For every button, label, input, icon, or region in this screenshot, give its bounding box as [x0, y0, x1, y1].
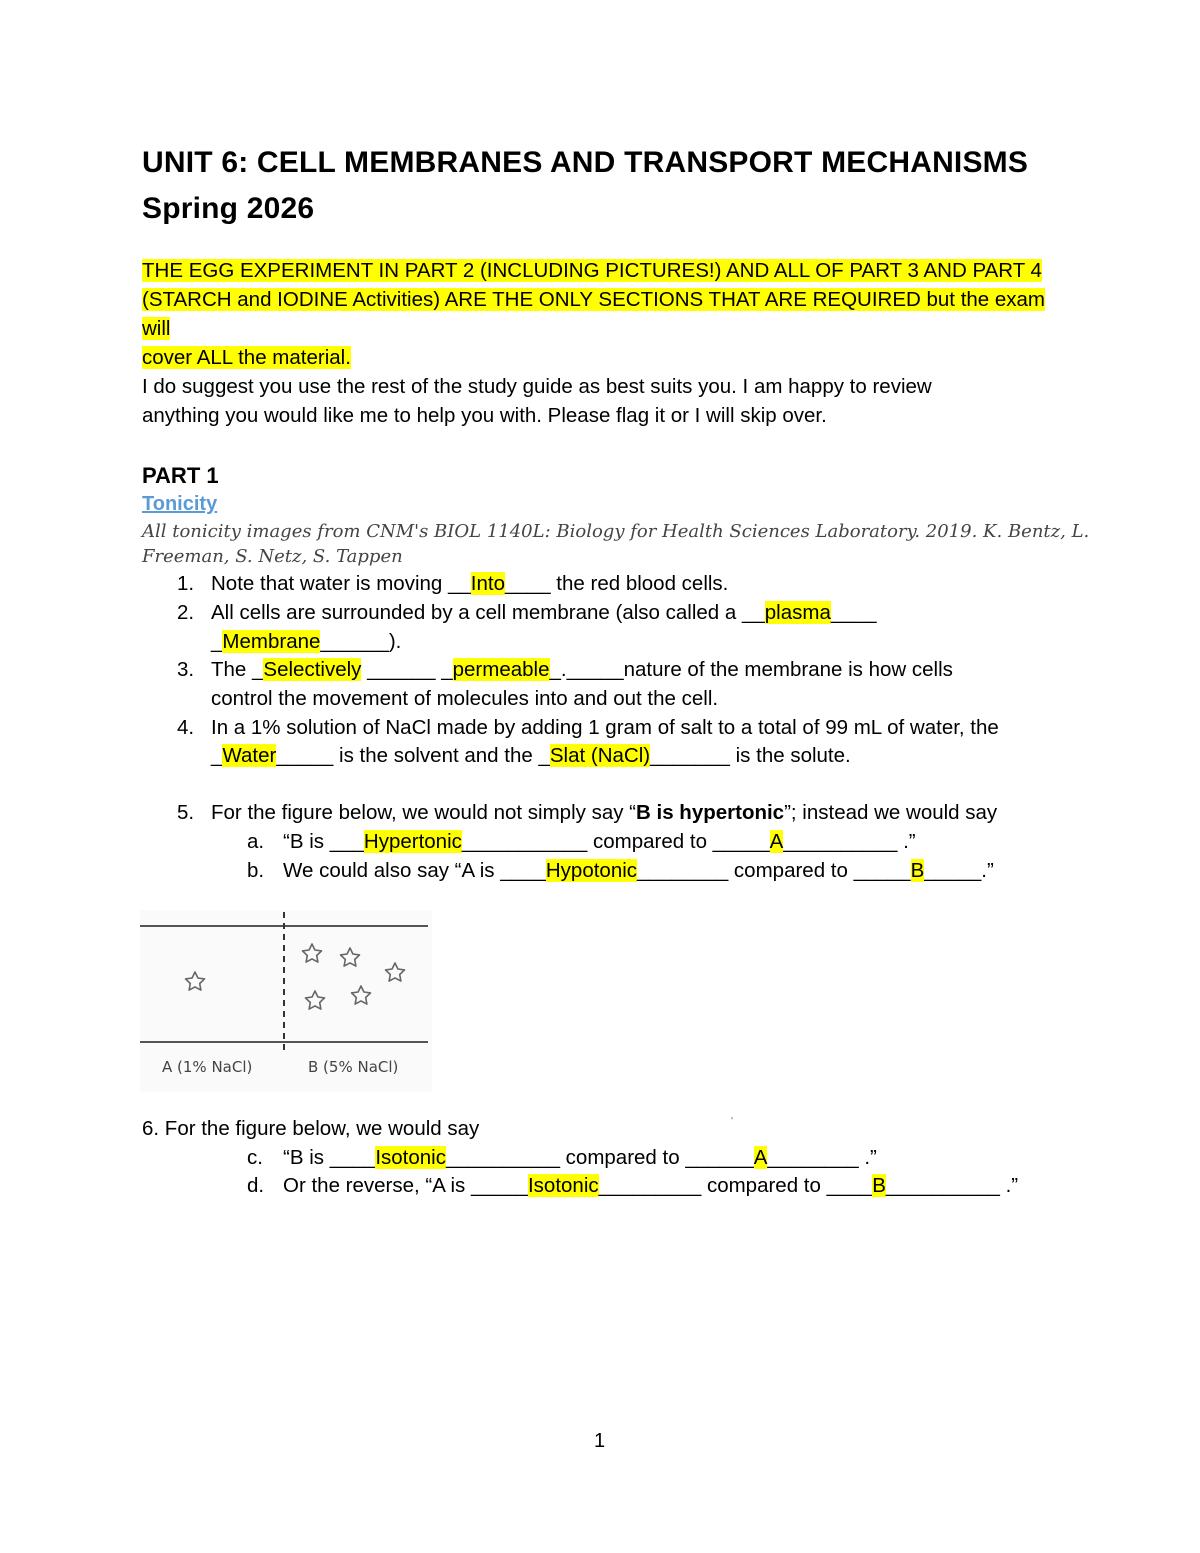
- q1-answer: Into: [470, 572, 505, 595]
- question-3: [211, 658, 953, 682]
- question-5-number: 5.: [177, 801, 195, 824]
- q5a-text-post: __________ .”: [783, 830, 916, 853]
- citation-line-2: Freeman, S. Netz, S. Tappen: [142, 546, 403, 567]
- q6c-answer-1: Isotonic: [375, 1146, 446, 1169]
- tonicity-figure: [140, 910, 432, 1092]
- q6d-answer-2: B: [872, 1174, 886, 1197]
- q6d-text-mid: _________ compared to ____: [598, 1174, 873, 1197]
- q2-text-post: ____: [830, 601, 877, 624]
- q4-text-mid: _____ is the solvent and the _: [276, 744, 550, 767]
- q5b-answer-2: B: [910, 859, 925, 882]
- stray-mark: ': [731, 1116, 733, 1127]
- intro-line-2: anything you would like me to help you with. Please flag it or I will skip over.: [142, 404, 827, 427]
- question-6c: [283, 1146, 877, 1170]
- question-6: 6. For the figure below, we would say: [142, 1117, 480, 1140]
- q5b-text-post: _____.”: [924, 859, 994, 882]
- document-title: UNIT 6: CELL MEMBRANES AND TRANSPORT MECHANISMS: [142, 146, 1029, 179]
- page-number: 1: [594, 1430, 606, 1452]
- q6c-text-mid: __________ compared to ______: [445, 1146, 754, 1169]
- citation-line-1: All tonicity images from CNM's BIOL 1140L: Biology for Health Sciences Laboratory. 2019. K. Bentz, L.: [142, 521, 1090, 542]
- question-6c-label: c.: [247, 1146, 263, 1169]
- part1-heading: PART 1: [142, 463, 219, 488]
- q5a-text-mid: ___________ compared to _____: [461, 830, 770, 853]
- q6c-text-post: ________ .”: [767, 1146, 877, 1169]
- question-1-number: 1.: [177, 572, 195, 595]
- q5-text-pre: For the figure below, we would not simply say “: [211, 801, 636, 824]
- q5b-text-mid: ________ compared to _____: [637, 859, 911, 882]
- tonicity-subheading: Tonicity: [142, 493, 218, 515]
- q1-text-pre: Note that water is moving __: [211, 572, 471, 595]
- q3-answer-1: Selectively: [263, 658, 362, 681]
- requirement-line-3: cover ALL the material.: [142, 346, 351, 369]
- q6d-text-post: __________ .”: [885, 1174, 1019, 1197]
- question-2-number: 2.: [177, 601, 195, 624]
- q6c-answer-2: A: [753, 1146, 768, 1169]
- question-3-line-2: control the movement of molecules into and out the cell.: [211, 687, 719, 710]
- q6c-text-pre: “B is ____: [283, 1146, 376, 1169]
- question-4-number: 4.: [177, 716, 195, 739]
- q2-answer: plasma: [764, 601, 831, 624]
- requirement-line-2: (STARCH and IODINE Activities) ARE THE ONLY SECTIONS THAT ARE REQUIRED but the exam will: [142, 288, 1046, 340]
- q5b-text-pre: We could also say “A is ____: [283, 859, 546, 882]
- question-2-line-2: [211, 630, 401, 654]
- q4-answer-1: Water: [222, 744, 277, 767]
- q5a-answer-1: Hypertonic: [363, 830, 462, 853]
- question-5a-label: a.: [247, 830, 265, 853]
- q3-text-mid: ______ _: [361, 658, 453, 681]
- q5a-text-pre: “B is ___: [283, 830, 364, 853]
- question-5b-label: b.: [247, 859, 265, 882]
- q5a-answer-2: A: [769, 830, 784, 853]
- q2-line2-pre: _: [211, 630, 223, 653]
- question-4: In a 1% solution of NaCl made by adding 1 gram of salt to a total of 99 mL of water, the: [211, 716, 999, 739]
- q5b-answer-1: Hypotonic: [545, 859, 638, 882]
- question-6d: [283, 1174, 1018, 1198]
- q4-answer-2: Slat (NaCl): [549, 744, 651, 767]
- q4-text-post: _______ is the solute.: [650, 744, 851, 767]
- question-4-line-2: [211, 744, 851, 768]
- question-5: [211, 801, 997, 825]
- intro-line-1: I do suggest you use the rest of the study guide as best suits you. I am happy to review: [142, 375, 932, 398]
- q1-text-post: ____ the red blood cells.: [505, 572, 729, 595]
- q3-answer-2: permeable: [452, 658, 550, 681]
- q3-text-pre: The _: [211, 658, 264, 681]
- figure-label-a: A (1% NaCl): [162, 1058, 253, 1076]
- q4-text-pre: _: [211, 744, 223, 767]
- q2-answer-2: Membrane: [222, 630, 321, 653]
- intro-paragraph: [142, 372, 1042, 430]
- question-3-number: 3.: [177, 658, 195, 681]
- q6d-answer-1: Isotonic: [527, 1174, 599, 1197]
- q5-bold-phrase: B is hypertonic: [636, 801, 785, 824]
- question-6d-label: d.: [247, 1174, 265, 1197]
- q5-text-post: ”; instead we would say: [784, 801, 998, 824]
- document-subtitle: Spring 2026: [142, 192, 315, 225]
- requirement-note: [142, 256, 1072, 372]
- question-1: [211, 572, 728, 596]
- q6d-text-pre: Or the reverse, “A is _____: [283, 1174, 528, 1197]
- requirement-line-1: THE EGG EXPERIMENT IN PART 2 (INCLUDING PICTURES!) AND ALL OF PART 3 AND PART 4: [142, 259, 1042, 282]
- figure-label-b: B (5% NaCl): [308, 1058, 399, 1076]
- q2-line2-post: ______).: [320, 630, 402, 653]
- question-5a: [283, 830, 916, 854]
- question-2: [211, 601, 876, 625]
- q3-text-post: _._____nature of the membrane is how cells: [549, 658, 953, 681]
- question-5b: [283, 859, 994, 883]
- q2-text-pre: All cells are surrounded by a cell membrane (also called a __: [211, 601, 765, 624]
